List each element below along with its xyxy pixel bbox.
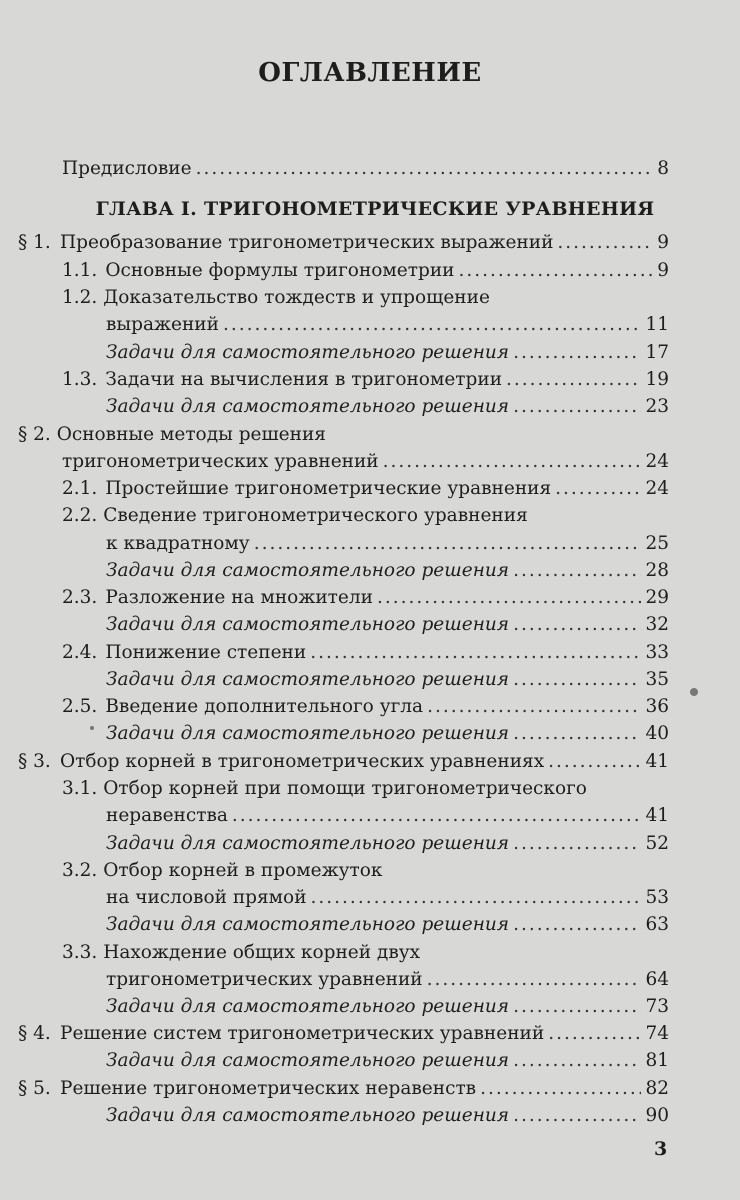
toc-entry-section (18, 749, 669, 775)
leader-dots (377, 585, 642, 611)
toc-entry-subsection-line2 (106, 312, 669, 338)
toc-entry-tasks (106, 394, 669, 420)
leader-dots (513, 721, 641, 747)
subsection-number: 3.3. (62, 942, 98, 963)
entry-page: 24 (645, 451, 669, 472)
subsection-number: 1.1. (62, 260, 98, 281)
entry-page: 17 (645, 342, 669, 363)
leader-dots (548, 1021, 641, 1047)
page-title: ОГЛАВЛЕНИЕ (258, 58, 482, 88)
section-number: § 1. (18, 232, 51, 253)
entry-text: Сведение тригонометрического уравнения (103, 505, 528, 526)
toc-entry-subsection-line1 (62, 940, 420, 966)
entry-text: Задачи для самостоятельного решения (106, 396, 510, 417)
entry-text: Преобразование тригонометрических выражений (60, 232, 554, 253)
toc-entry-section (18, 1021, 669, 1047)
toc-entry-subsection (62, 476, 669, 502)
entry-text: Отбор корней при помощи тригонометрического (103, 778, 587, 799)
toc-entry-subsection-line2 (106, 803, 669, 829)
leader-dots (427, 694, 641, 720)
entry-page: 11 (645, 314, 669, 335)
section-number: § 2. (18, 424, 51, 445)
entry-text: тригонометрических уравнений (62, 451, 379, 472)
entry-text: Предисловие (62, 158, 192, 179)
toc-entry-preface (62, 156, 669, 182)
toc-entry-subsection-line2 (106, 885, 669, 911)
entry-text: Задачи на вычисления в тригонометрии (105, 369, 503, 390)
subsection-number: 2.1. (62, 478, 98, 499)
toc-entry-subsection (62, 367, 669, 393)
entry-page: 52 (645, 833, 669, 854)
entry-page: 33 (645, 642, 669, 663)
section-number: § 3. (18, 751, 51, 772)
toc-entry-tasks (106, 558, 669, 584)
leader-dots (458, 258, 653, 284)
entry-text: Задачи для самостоятельного решения (106, 833, 510, 854)
entry-text: Введение дополнительного угла (105, 696, 424, 717)
entry-page: 9 (657, 232, 669, 253)
entry-text: Задачи для самостоятельного решения (106, 669, 510, 690)
toc-entry-tasks (106, 612, 669, 638)
subsection-number: 3.2. (62, 860, 98, 881)
leader-dots (506, 367, 641, 393)
entry-page: 74 (645, 1023, 669, 1044)
entry-text: Решение тригонометрических неравенств (60, 1078, 477, 1099)
leader-dots (513, 612, 641, 638)
leader-dots (555, 476, 641, 502)
entry-page: 53 (645, 887, 669, 908)
entry-text: Задачи для самостоятельного решения (106, 342, 510, 363)
toc-entry-subsection (62, 258, 669, 284)
toc-entry-subsection (62, 585, 669, 611)
entry-page: 28 (645, 560, 669, 581)
entry-page: 64 (645, 969, 669, 990)
subsection-number: 1.2. (62, 287, 98, 308)
leader-dots (254, 531, 642, 557)
entry-text: Доказательство тождеств и упрощение (103, 287, 490, 308)
leader-dots (513, 394, 641, 420)
toc-entry-subsection (62, 694, 669, 720)
toc-entry-tasks (106, 912, 669, 938)
leader-dots (310, 640, 641, 666)
toc-entry-subsection-line2 (106, 531, 669, 557)
toc-entry-tasks (106, 994, 669, 1020)
entry-text: Задачи для самостоятельного решения (106, 723, 510, 744)
entry-text: к квадратному (106, 533, 250, 554)
toc-entry-section (18, 230, 669, 256)
entry-page: 40 (645, 723, 669, 744)
toc-entry-tasks (106, 831, 669, 857)
toc-entry-section-line1 (18, 422, 326, 448)
leader-dots (513, 667, 641, 693)
entry-page: 41 (645, 751, 669, 772)
entry-text: Задачи для самостоятельного решения (106, 1050, 510, 1071)
entry-text: выражений (106, 314, 219, 335)
chapter-heading: ГЛАВА I. ТРИГОНОМЕТРИЧЕСКИЕ УРАВНЕНИЯ (95, 198, 655, 220)
entry-page: 32 (645, 614, 669, 635)
entry-text: Нахождение общих корней двух (103, 942, 421, 963)
entry-page: 81 (645, 1050, 669, 1071)
leader-dots (513, 340, 641, 366)
leader-dots (548, 749, 641, 775)
entry-text: Понижение степени (105, 642, 307, 663)
leader-dots (513, 1048, 641, 1074)
print-speck (90, 726, 94, 730)
toc-entry-subsection-line1 (62, 858, 382, 884)
entry-text: Основные формулы тригонометрии (105, 260, 455, 281)
subsection-number: 2.3. (62, 587, 98, 608)
toc-entry-tasks (106, 721, 669, 747)
entry-page: 9 (657, 260, 669, 281)
entry-page: 23 (645, 396, 669, 417)
subsection-number: 2.2. (62, 505, 98, 526)
entry-page: 82 (645, 1078, 669, 1099)
entry-text: Отбор корней в промежуток (103, 860, 383, 881)
leader-dots (196, 156, 654, 182)
subsection-number: 2.4. (62, 642, 98, 663)
toc-entry-subsection (62, 640, 669, 666)
leader-dots (513, 1103, 641, 1129)
entry-page: 8 (657, 158, 669, 179)
entry-page: 90 (645, 1105, 669, 1126)
leader-dots (383, 449, 642, 475)
section-number: § 5. (18, 1078, 51, 1099)
entry-text: Простейшие тригонометрические уравнения (105, 478, 552, 499)
entry-page: 63 (645, 914, 669, 935)
entry-text: Задачи для самостоятельного решения (106, 996, 510, 1017)
leader-dots (513, 831, 641, 857)
toc-entry-subsection-line2 (106, 967, 669, 993)
entry-text: тригонометрических уравнений (106, 969, 423, 990)
toc-entry-subsection-line1 (62, 285, 490, 311)
entry-page: 29 (645, 587, 669, 608)
toc-entry-tasks (106, 1048, 669, 1074)
entry-page: 73 (645, 996, 669, 1017)
toc-entry-subsection-line1 (62, 776, 587, 802)
toc-entry-section-line2 (62, 449, 669, 475)
toc-entry-tasks (106, 340, 669, 366)
leader-dots (513, 912, 641, 938)
page-number: 3 (654, 1138, 668, 1160)
entry-page: 36 (645, 696, 669, 717)
entry-text: неравенства (106, 805, 228, 826)
toc-entry-tasks (106, 1103, 669, 1129)
leader-dots (311, 885, 642, 911)
subsection-number: 2.5. (62, 696, 98, 717)
entry-text: Решение систем тригонометрических уравнений (60, 1023, 545, 1044)
leader-dots (232, 803, 642, 829)
toc-entry-tasks (106, 667, 669, 693)
entry-text: Разложение на множители (105, 587, 373, 608)
subsection-number: 3.1. (62, 778, 98, 799)
toc-entry-section (18, 1076, 669, 1102)
entry-text: Основные методы решения (56, 424, 326, 445)
leader-dots (513, 994, 641, 1020)
entry-text: Задачи для самостоятельного решения (106, 614, 510, 635)
leader-dots (557, 230, 653, 256)
toc-entry-subsection-line1 (62, 503, 528, 529)
entry-text: Отбор корней в тригонометрических уравнениях (60, 751, 545, 772)
leader-dots (223, 312, 641, 338)
entry-page: 19 (645, 369, 669, 390)
entry-page: 25 (645, 533, 669, 554)
entry-text: Задачи для самостоятельного решения (106, 1105, 510, 1126)
subsection-number: 1.3. (62, 369, 98, 390)
section-number: § 4. (18, 1023, 51, 1044)
entry-text: на числовой прямой (106, 887, 307, 908)
leader-dots (513, 558, 641, 584)
print-speck (690, 688, 698, 696)
entry-page: 24 (645, 478, 669, 499)
entry-text: Задачи для самостоятельного решения (106, 914, 510, 935)
entry-page: 35 (645, 669, 669, 690)
entry-text: Задачи для самостоятельного решения (106, 560, 510, 581)
leader-dots (480, 1076, 641, 1102)
leader-dots (427, 967, 642, 993)
entry-page: 41 (645, 805, 669, 826)
